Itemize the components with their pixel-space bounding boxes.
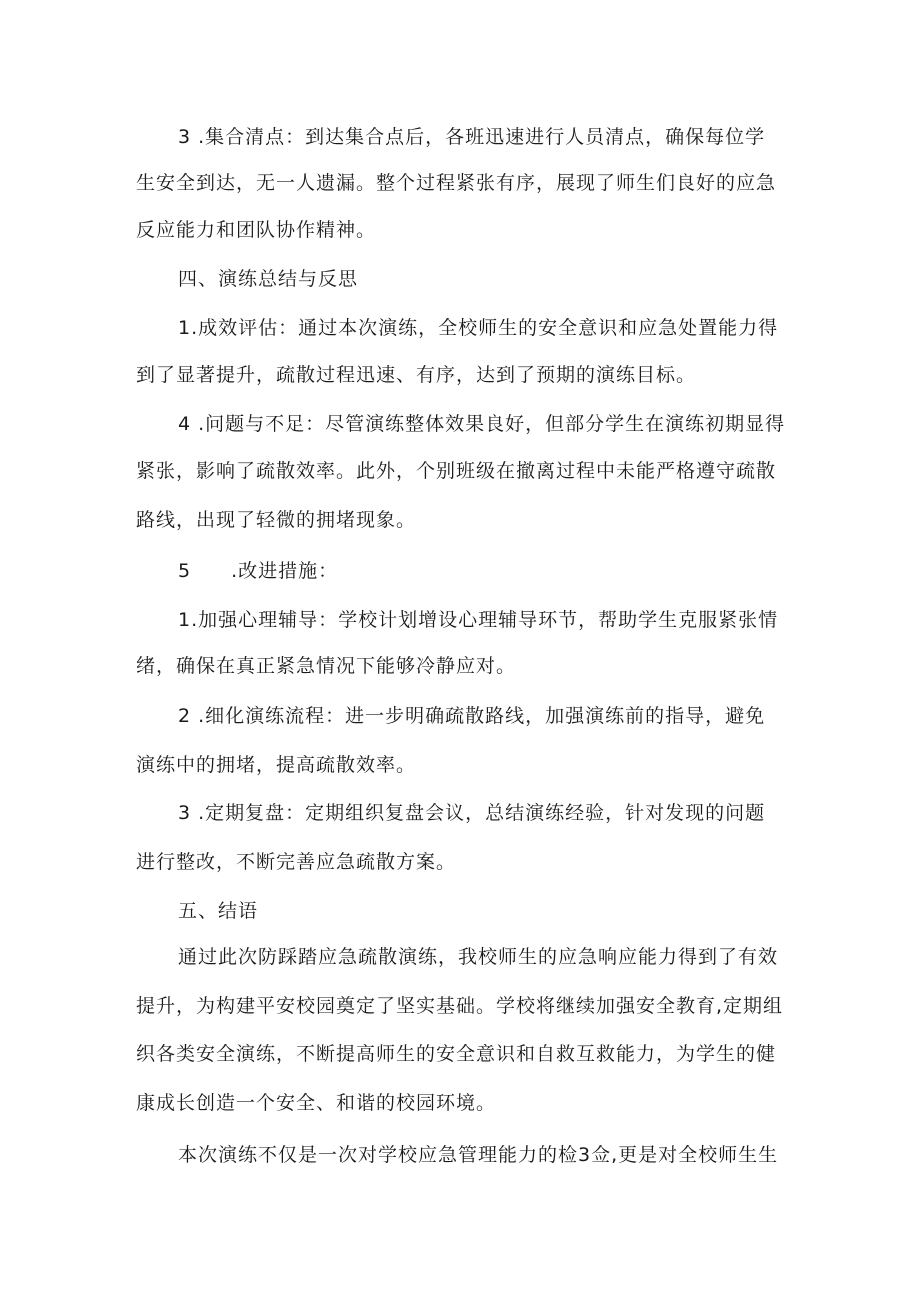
text-line: 反应能力和团队协作精神。 xyxy=(136,219,377,241)
section-heading: 五、结语 xyxy=(178,900,259,922)
text-line: 本次演练不仅是一次对学校应急管理能力的检3佥,更是对全校师生生 xyxy=(178,1144,779,1166)
text-line: 紧张，影响了疏散效率。此外，个别班级在撤离过程中未能严格遵守疏散 xyxy=(136,460,777,482)
text-line: 1.加强心理辅导：学校计划增设心理辅导环节，帮助学生克服紧张情 xyxy=(178,609,779,631)
text-line: 提升，为构建平安校园奠定了坚实基础。学校将继续加强安全教育,定期组 xyxy=(136,995,784,1017)
text-line: 进行整改，不断完善应急疏散方案。 xyxy=(136,851,457,873)
text-line: 通过此次防踩踏应急疏散演练，我校师生的应急响应能力得到了有效 xyxy=(178,946,779,968)
text-line: 5 .改进措施： xyxy=(178,560,339,582)
text-line: 生安全到达，无一人遗漏。整个过程紧张有序，展现了师生们良好的应急 xyxy=(136,172,777,194)
text-line: 3 .集合清点：到达集合点后，各班迅速进行人员清点，确保每位学 xyxy=(178,126,766,148)
text-line: 到了显著提升，疏散过程迅速、有序，达到了预期的演练目标。 xyxy=(136,364,697,386)
text-line: 康成长创造一个安全、和谐的校园环境。 xyxy=(136,1092,497,1114)
text-line: 织各类安全演练，不断提高师生的安全意识和自救互救能力，为学生的健 xyxy=(136,1043,777,1065)
text-line: 2 .细化演练流程：进一步明确疏散路线，加强演练前的指导，避免 xyxy=(178,705,766,727)
text-line: 4 .问题与不足：尽管演练整体效果良好，但部分学生在演练初期显得 xyxy=(178,413,786,435)
text-line: 路线，出现了轻微的拥堵现象。 xyxy=(136,509,417,531)
text-line: 1.成效评估：通过本次演练，全校师生的安全意识和应急处置能力得 xyxy=(178,317,779,339)
section-heading: 四、演练总结与反思 xyxy=(178,268,359,290)
text-line: 演练中的拥堵，提高疏散效率。 xyxy=(136,754,417,776)
text-line: 3 .定期复盘：定期组织复盘会议，总结演练经验，针对发现的问题 xyxy=(178,802,766,824)
text-line: 绪，确保在真正紧急情况下能够冷静应对。 xyxy=(136,655,517,677)
